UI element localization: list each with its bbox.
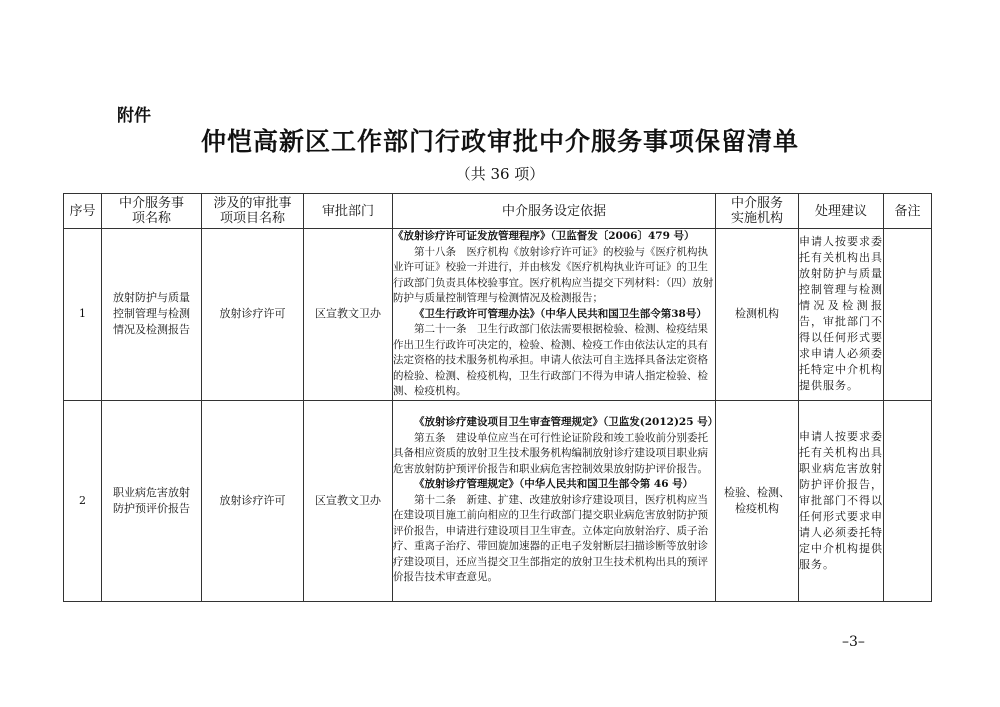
basis-clause-text: 第十八条 医疗机构《放射诊疗许可证》的校验与《医疗机构执业许可证》校验一并进行，并由核发《医疗机构执业许可证》的卫生行政部门负责具体校验事宜。医疗机构应当提交下列材料：（四）放射防护与质量控制管理与检测情况及检测报告； (393, 245, 714, 304)
department-cell: 区宣教文卫办 (304, 229, 393, 401)
row-number: 1 (64, 229, 102, 401)
basis-regulation-title: 《放射诊疗许可证发放管理程序》（卫监督发〔2006〕479 号） (393, 230, 695, 242)
services-table (63, 193, 932, 602)
basis-regulation-title: 《卫生行政许可管理办法》（中华人民共和国卫生部令第38号） (414, 307, 707, 320)
col-header-department: 审批部门 (304, 194, 393, 229)
attachment-label: 附件 (117, 106, 151, 126)
basis-cell (393, 229, 716, 401)
basis-clause-text: 第五条 建设单位应当在可行性论证阶段和竣工验收前分别委托具备相应资质的放射卫生技术服务机构编制放射诊疗建设项目职业病危害放射防护预评价报告和职业病危害控制效果放射防护评价报告。 (393, 431, 708, 475)
basis-clause-text: 第二十一条 卫生行政部门依法需要根据检验、检测、检疫结果作出卫生行政许可决定的，检验、检测、检疫工作由依法认定的具有法定资格的技术服务机构承担。申请人依法可自主选择具备法定资格的检验、检测、检疫机构，卫生行政部门不得为申请人指定检验、检测、检疫机构。 (393, 323, 708, 397)
agency-cell: 检测机构 (716, 229, 799, 401)
col-header-agency: 中介服务实施机构 (716, 194, 799, 229)
service-name-cell: 职业病危害放射防护预评价报告 (102, 400, 202, 601)
document-title: 仲恺高新区工作部门行政审批中介服务事项保留清单 (200, 127, 799, 156)
col-header-no: 序号 (64, 194, 102, 229)
table-row (64, 229, 932, 401)
advice-cell: 申请人按要求委托有关机构出具放射防护与质量控制管理与检测情况及检测报告，审批部门不得以任何形式要求申请人必须委托特定中介机构提供服务。 (799, 229, 884, 401)
table-row (64, 400, 932, 601)
col-header-basis: 中介服务设定依据 (393, 194, 716, 229)
page-number: –3– (842, 634, 865, 650)
col-header-service-name: 中介服务事项名称 (102, 194, 202, 229)
basis-regulation-title: 《放射诊疗管理规定》（中华人民共和国卫生部令第 46 号） (414, 478, 694, 491)
remark-cell (884, 229, 932, 401)
row-number: 2 (64, 400, 102, 601)
item-count-subtitle: （共 36 项） (455, 165, 545, 183)
basis-clause-text: 第十二条 新建、扩建、改建放射诊疗建设项目，医疗机构应当在建设项目施工前向相应的卫生行政部门提交职业病危害放射防护预评价报告，申请进行建设项目卫生审查。立体定向放射治疗、质子治疗、重离子治疗、带回旋加速器的正电子发射断层扫描诊断等放射诊疗建设项目，还应当提交卫生部指定的放射卫生技术机构出具的预评价报告技术审查意见。 (393, 493, 708, 584)
agency-cell: 检验、检测、检疫机构 (716, 400, 799, 601)
basis-regulation-title: 《放射诊疗建设项目卫生审查管理规定》（卫监发(2012)25 号） (414, 416, 719, 429)
basis-cell (393, 400, 719, 601)
service-name-cell: 放射防护与质量控制管理与检测情况及检测报告 (102, 229, 202, 401)
col-header-remark: 备注 (884, 194, 932, 229)
department-cell: 区宣教文卫办 (304, 400, 393, 601)
col-header-advice: 处理建议 (799, 194, 884, 229)
remark-cell (884, 400, 932, 601)
col-header-approval-item: 涉及的审批事项项目名称 (202, 194, 304, 229)
approval-item-cell: 放射诊疗许可 (202, 400, 304, 601)
table-header-row (64, 194, 932, 229)
advice-cell: 申请人按要求委托有关机构出具职业病危害放射防护评价报告，审批部门不得以任何形式要求申请人必须委托特定中介机构提供服务。 (799, 400, 884, 601)
approval-item-cell: 放射诊疗许可 (202, 229, 304, 401)
